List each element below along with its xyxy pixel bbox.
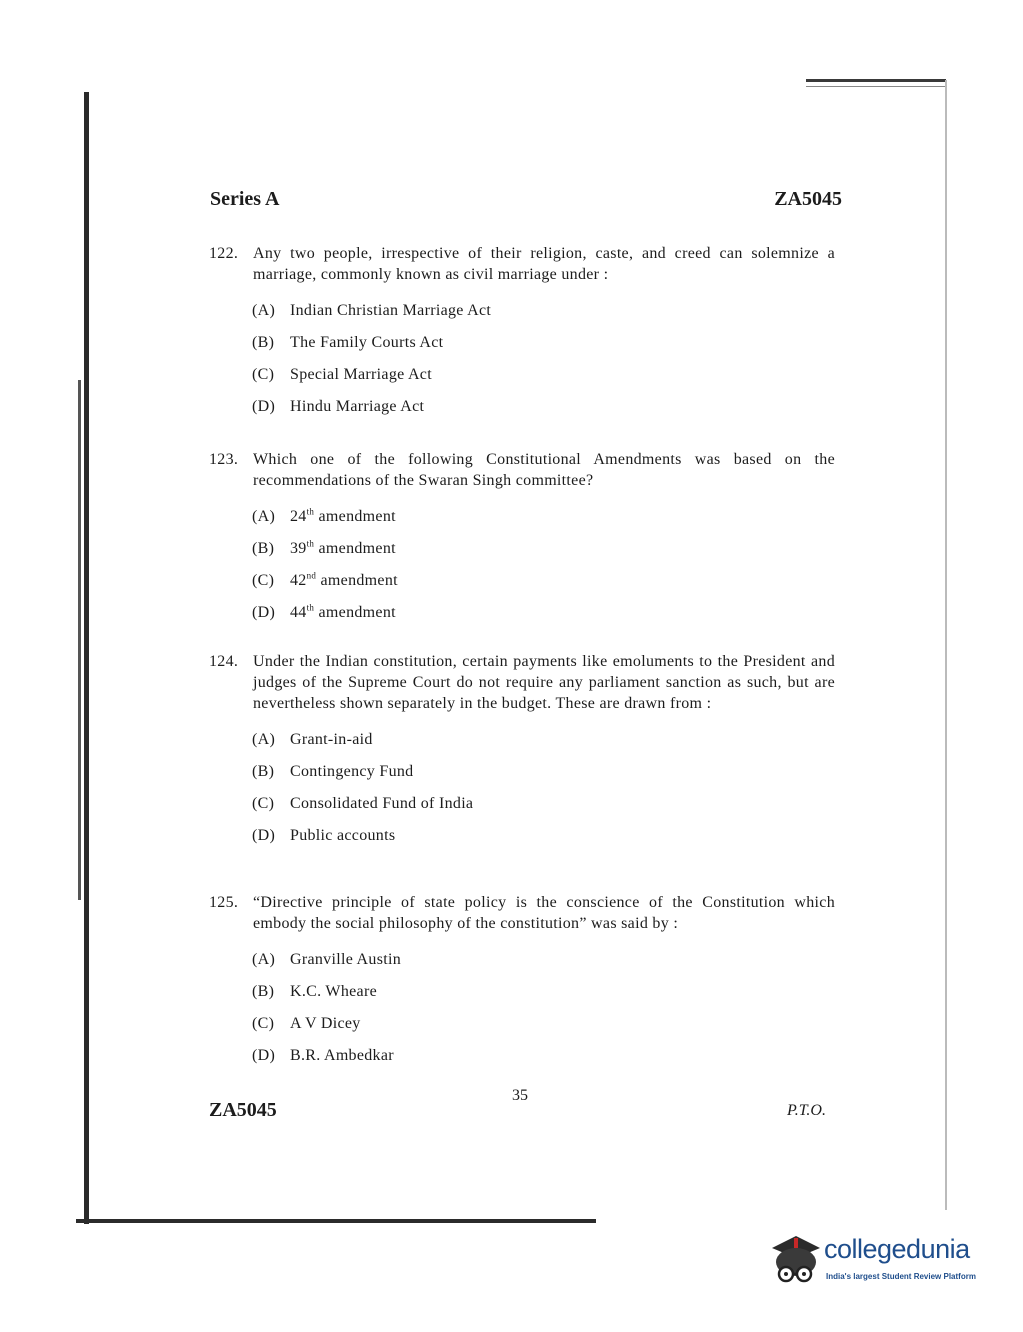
option-suffix: nd	[306, 570, 317, 581]
scan-border-bottom	[76, 1219, 596, 1223]
option-suffix: th	[306, 602, 315, 613]
option-text: K.C. Wheare	[290, 983, 377, 1000]
option-c	[252, 1013, 835, 1045]
graduate-mascot-icon	[766, 1230, 824, 1288]
option-label: (A)	[252, 731, 276, 748]
question-number: 125.	[209, 894, 239, 911]
option-text: Granville Austin	[290, 951, 402, 968]
option-suffix: th	[306, 506, 315, 517]
option-label: (B)	[252, 763, 275, 780]
option-d	[252, 396, 835, 428]
scan-border-top-thin	[806, 86, 946, 87]
scan-border-left	[84, 92, 89, 1224]
option-text: Public accounts	[290, 827, 396, 844]
option-number: 42	[290, 572, 307, 589]
option-a	[252, 949, 835, 981]
question-124	[209, 651, 835, 857]
page-header	[210, 188, 842, 214]
option-number: 44	[290, 604, 307, 621]
option-b	[252, 332, 835, 364]
question-number: 124.	[209, 653, 239, 670]
question-text: Under the Indian constitution, certain payments like emoluments to the President and judges of the Supreme Court do not require any parliament sanction as such, but are nevertheless shown separately in the budget. These are drawn from :	[253, 653, 835, 712]
option-b	[252, 761, 835, 793]
paper-code: ZA5045	[774, 188, 842, 210]
option-b	[252, 981, 835, 1013]
logo-tagline: India's largest Student Review Platform	[826, 1272, 976, 1281]
option-text: Hindu Marriage Act	[290, 398, 425, 415]
series-label: Series A	[210, 188, 280, 210]
scan-border-top	[806, 79, 946, 82]
options-list	[252, 949, 835, 1077]
option-number: 24	[290, 508, 307, 525]
option-d	[252, 1045, 835, 1077]
option-label: (D)	[252, 604, 276, 621]
option-text: amendment	[316, 572, 398, 589]
option-label: (B)	[252, 334, 275, 351]
option-label: (A)	[252, 951, 276, 968]
option-a	[252, 729, 835, 761]
option-a	[252, 506, 835, 538]
question-number: 123.	[209, 451, 239, 468]
option-d	[252, 602, 835, 634]
option-text: Consolidated Fund of India	[290, 795, 474, 812]
options-list	[252, 300, 835, 428]
option-label: (B)	[252, 540, 275, 557]
pto-label: P.T.O.	[787, 1102, 826, 1119]
question-text: Any two people, irrespective of their religion, caste, and creed can solemnize a marriage, commonly known as civil marriage under :	[253, 245, 835, 283]
options-list	[252, 729, 835, 857]
option-suffix: th	[306, 538, 315, 549]
option-text: amendment	[314, 604, 396, 621]
option-label: (C)	[252, 572, 275, 589]
question-text: “Directive principle of state policy is the conscience of the Constitution which embody the social philosophy of the constitution” was said by :	[253, 894, 835, 932]
option-c	[252, 364, 835, 396]
option-label: (D)	[252, 398, 276, 415]
option-d	[252, 825, 835, 857]
question-123	[209, 449, 835, 634]
scan-border-right	[945, 80, 947, 1210]
option-label: (C)	[252, 795, 275, 812]
question-number: 122.	[209, 245, 239, 262]
options-list	[252, 506, 835, 634]
option-text: Indian Christian Marriage Act	[290, 302, 492, 319]
option-label: (C)	[252, 366, 275, 383]
option-b	[252, 538, 835, 570]
option-number: 39	[290, 540, 307, 557]
footer-paper-code: ZA5045	[209, 1099, 277, 1121]
question-125	[209, 892, 835, 1077]
option-c	[252, 793, 835, 825]
question-122	[209, 243, 835, 428]
option-text: A V Dicey	[290, 1015, 361, 1032]
option-text: amendment	[314, 540, 396, 557]
option-text: Grant-in-aid	[290, 731, 373, 748]
page-number: 35	[512, 1087, 528, 1104]
option-text: Contingency Fund	[290, 763, 414, 780]
option-a	[252, 300, 835, 332]
collegedunia-logo	[766, 1226, 996, 1296]
option-text: Special Marriage Act	[290, 366, 432, 383]
option-label: (B)	[252, 983, 275, 1000]
option-text: B.R. Ambedkar	[290, 1047, 394, 1064]
option-text: amendment	[314, 508, 396, 525]
logo-wordmark: collegedunia	[824, 1234, 970, 1264]
option-c	[252, 570, 835, 602]
option-label: (A)	[252, 302, 276, 319]
scan-border-left-inner	[78, 380, 81, 900]
option-text: The Family Courts Act	[290, 334, 444, 351]
option-label: (A)	[252, 508, 276, 525]
option-label: (C)	[252, 1015, 275, 1032]
question-text: Which one of the following Constitutional Amendments was based on the recommendations of the Swaran Singh committee?	[253, 451, 835, 489]
option-label: (D)	[252, 827, 276, 844]
option-label: (D)	[252, 1047, 276, 1064]
